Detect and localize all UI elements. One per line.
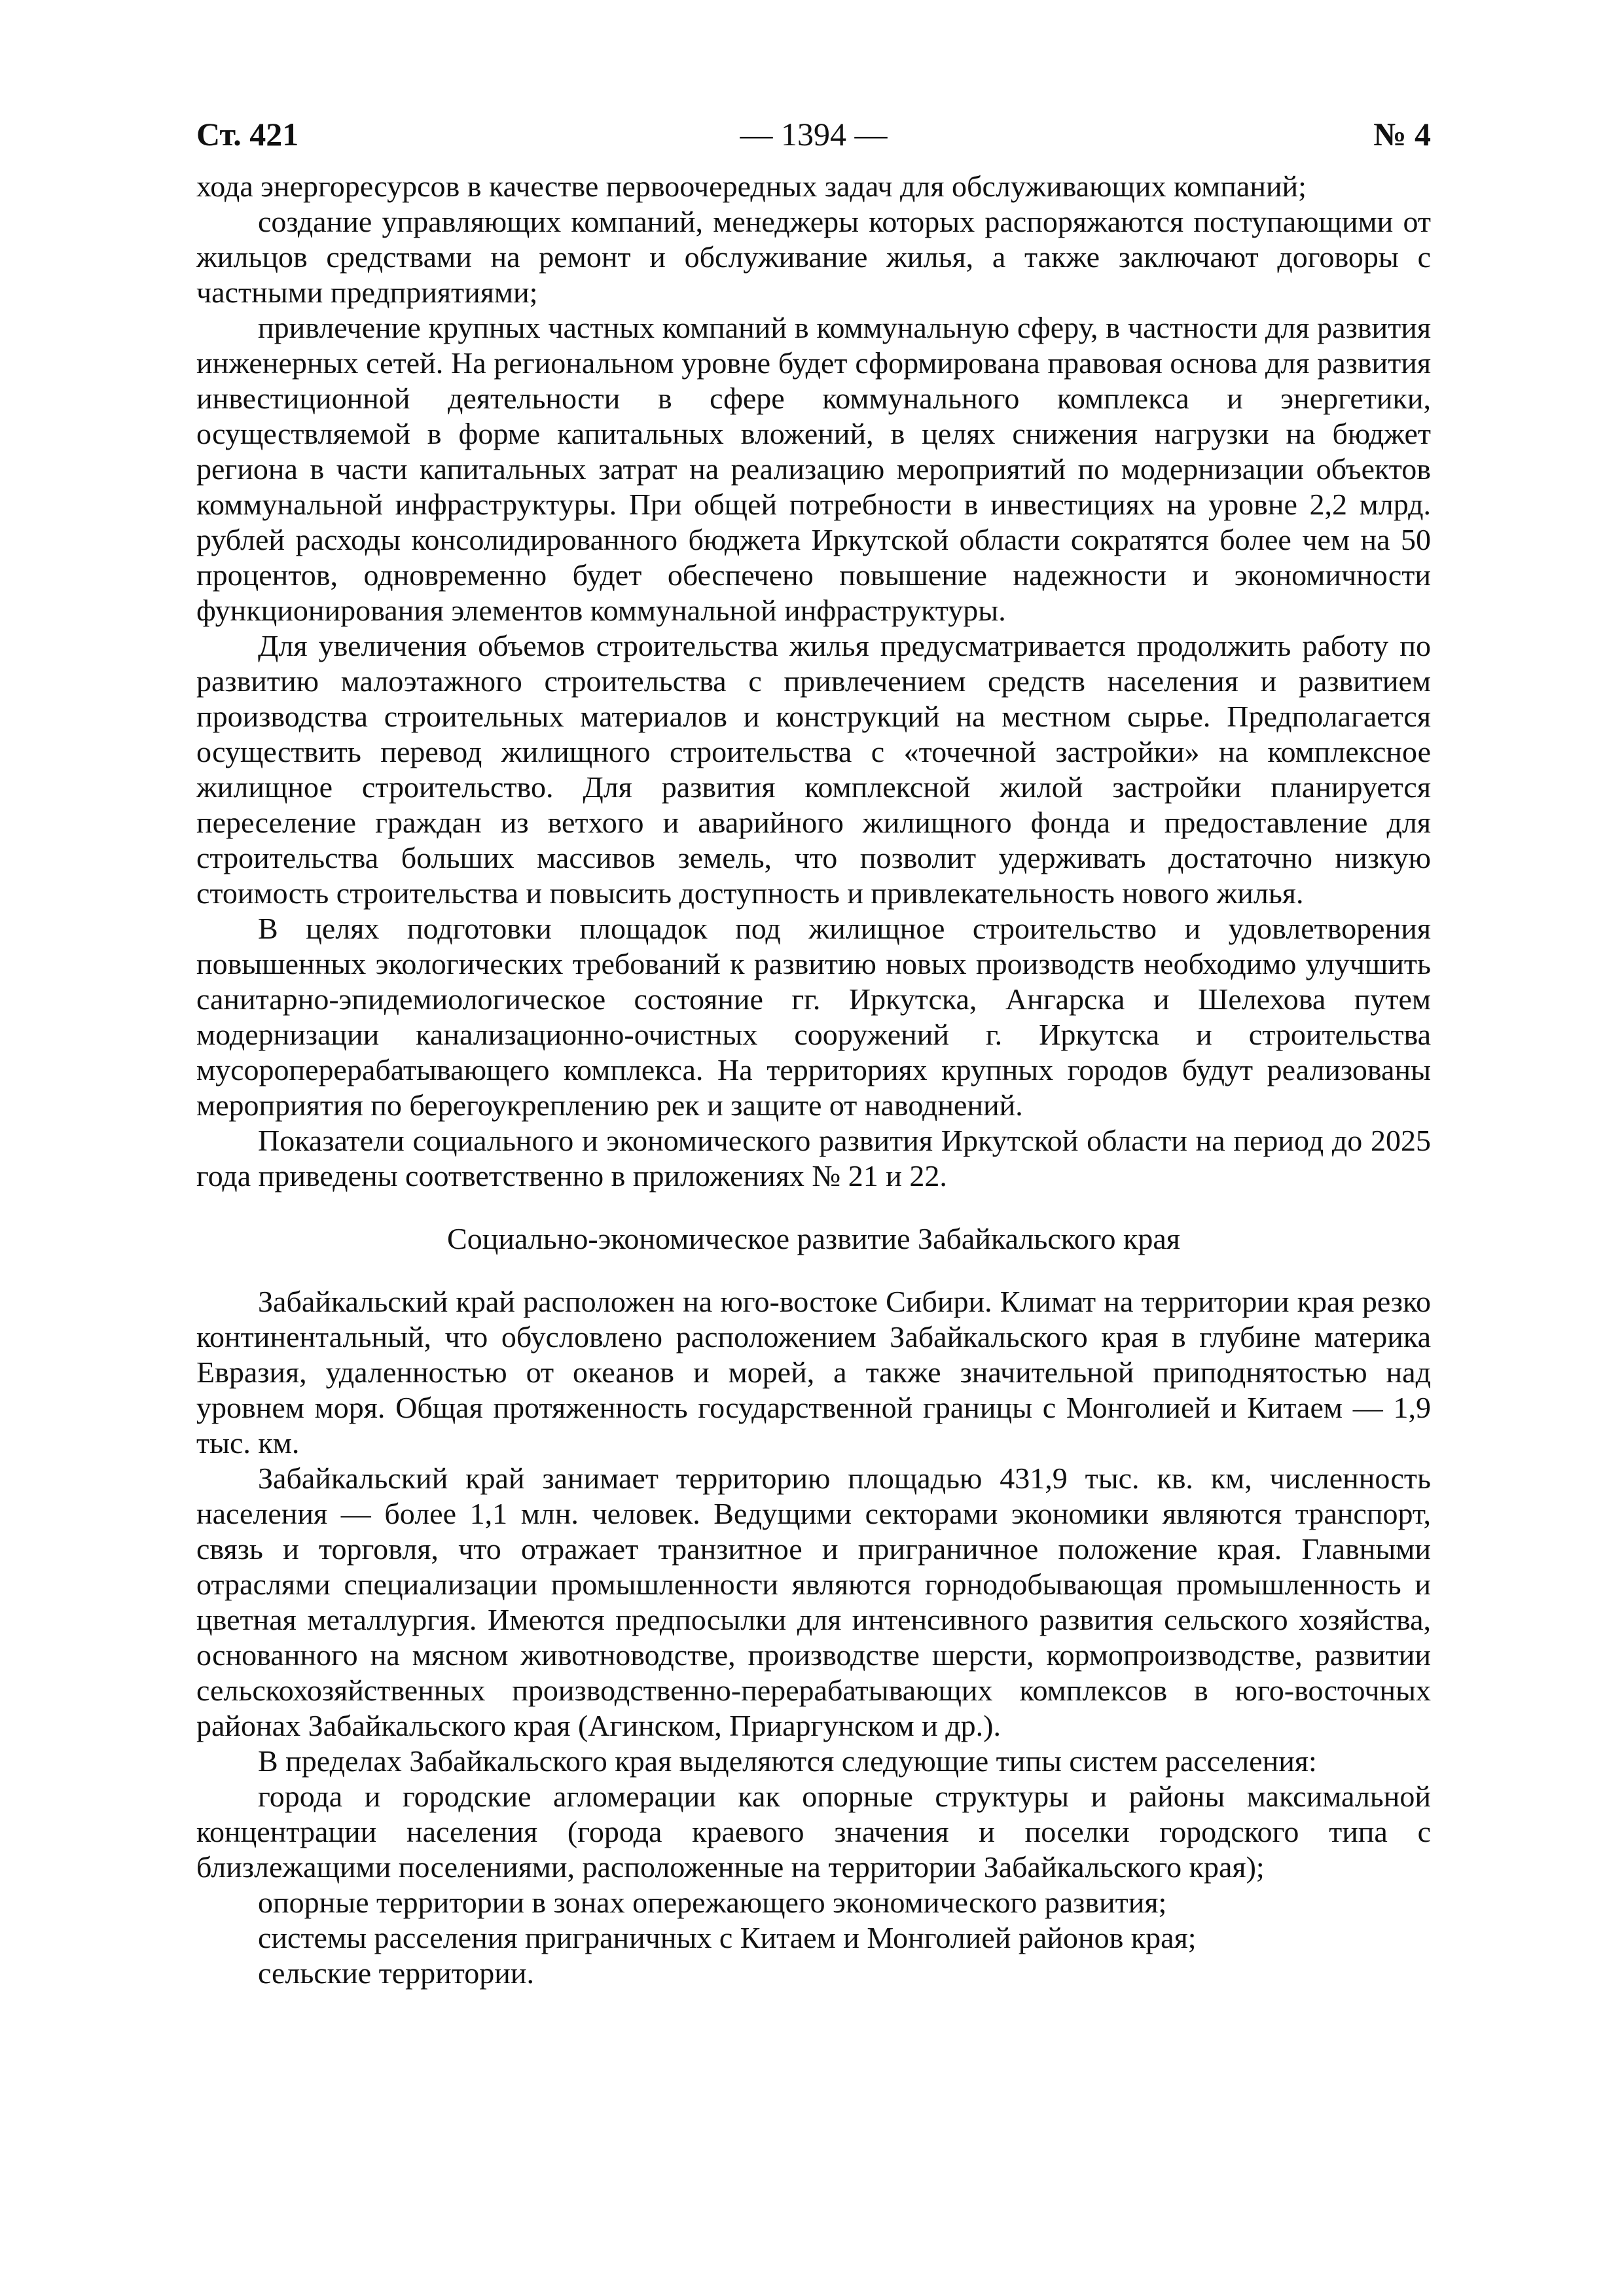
list-item: города и городские агломерации как опорные структуры и районы максимальной концентрации населения (города краевого значения и поселки городского типа с близлежащими поселениями, расположенные на территории Забайкальского края);	[196, 1780, 1431, 1884]
paragraph: создание управляющих компаний, менеджеры которых распоряжаются поступающими от жильцов средствами на ремонт и обслуживание жилья, а также заключают договоры с частными предприятиями;	[196, 205, 1431, 309]
paragraph: Показатели социального и экономического развития Иркутской области на период до 2025 года приведены соответственно в приложениях № 21 и 22.	[196, 1124, 1431, 1193]
page-number: — 1394 —	[740, 116, 888, 152]
page-header	[196, 111, 1431, 157]
article-number: Ст. 421	[196, 116, 299, 152]
section-title: Социально-экономическое развитие Забайкальского края	[447, 1222, 1180, 1255]
paragraph: В пределах Забайкальского края выделяются следующие типы систем расселения:	[258, 1744, 1317, 1778]
paragraph: Забайкальский край расположен на юго-востоке Сибири. Климат на территории края резко континентальный, что обусловлено расположением Забайкальского края в глубине материка Евразия, удаленностью от океанов и морей, а также значительной приподнятостью над уровнем моря. Общая протяженность государственной границы с Монголией и Китаем — 1,9 тыс. км.	[196, 1285, 1431, 1460]
list-item: опорные территории в зонах опережающего экономического развития;	[258, 1886, 1167, 1919]
paragraph: хода энергоресурсов в качестве первоочередных задач для обслуживающих компаний;	[196, 170, 1307, 203]
list-item: системы расселения приграничных с Китаем и Монголией районов края;	[258, 1921, 1197, 1954]
paragraph: В целях подготовки площадок под жилищное строительство и удовлетворения повышенных экологических требований к развитию новых производств необходимо улучшить санитарно-эпидемиологическое состояние гг. Иркутска, Ангарска и Шелехова путем модернизации канализационно-очистных сооружений г. Иркутска и строительства мусороперерабатывающего комплекса. На территориях крупных городов будут реализованы мероприятия по берегоукреплению рек и защите от наводнений.	[196, 912, 1431, 1122]
paragraph: Для увеличения объемов строительства жилья предусматривается продолжить работу по развитию малоэтажного строительства с привлечением средств населения и развитием производства строительных материалов и конструкций на местном сырье. Предполагается осуществить перевод жилищного строительства с «точечной застройки» на комплексное жилищное строительство. Для развития комплексной жилой застройки планируется переселение граждан из ветхого и аварийного жилищного фонда и предоставление для строительства больших массивов земель, что позволит удерживать достаточно низкую стоимость строительства и повысить доступность и привлекательность нового жилья.	[196, 629, 1431, 910]
list-item: сельские территории.	[258, 1956, 534, 1990]
document-body	[196, 169, 1431, 1991]
issue-number: № 4	[1373, 116, 1431, 152]
paragraph: привлечение крупных частных компаний в коммунальную сферу, в частности для развития инженерных сетей. На региональном уровне будет сформирована правовая основа для развития инвестиционной деятельности в сфере коммунального комплекса и энергетики, осуществляемой в форме капитальных вложений, в целях снижения нагрузки на бюджет региона в части капитальных затрат на реализацию мероприятий по модернизации объектов коммунальной инфраструктуры. При общей потребности в инвестициях на уровне 2,2 млрд. рублей расходы консолидированного бюджета Иркутской области сократятся более чем на 50 процентов, одновременно будет обеспечено повышение надежности и экономичности функционирования элементов коммунальной инфраструктуры.	[196, 311, 1431, 627]
paragraph: Забайкальский край занимает территорию площадью 431,9 тыс. кв. км, численность населения — более 1,1 млн. человек. Ведущими секторами экономики являются транспорт, связь и торговля, что отражает транзитное и приграничное положение края. Главными отраслями специализации промышленности являются горнодобывающая промышленность и цветная металлургия. Имеются предпосылки для интенсивного развития сельского хозяйства, основанного на мясном животноводстве, производстве шерсти, кормопроизводстве, развитии сельскохозяйственных производственно-перерабатывающих комплексов в юго-восточных районах Забайкальского края (Агинском, Приаргунском и др.).	[196, 1462, 1431, 1742]
